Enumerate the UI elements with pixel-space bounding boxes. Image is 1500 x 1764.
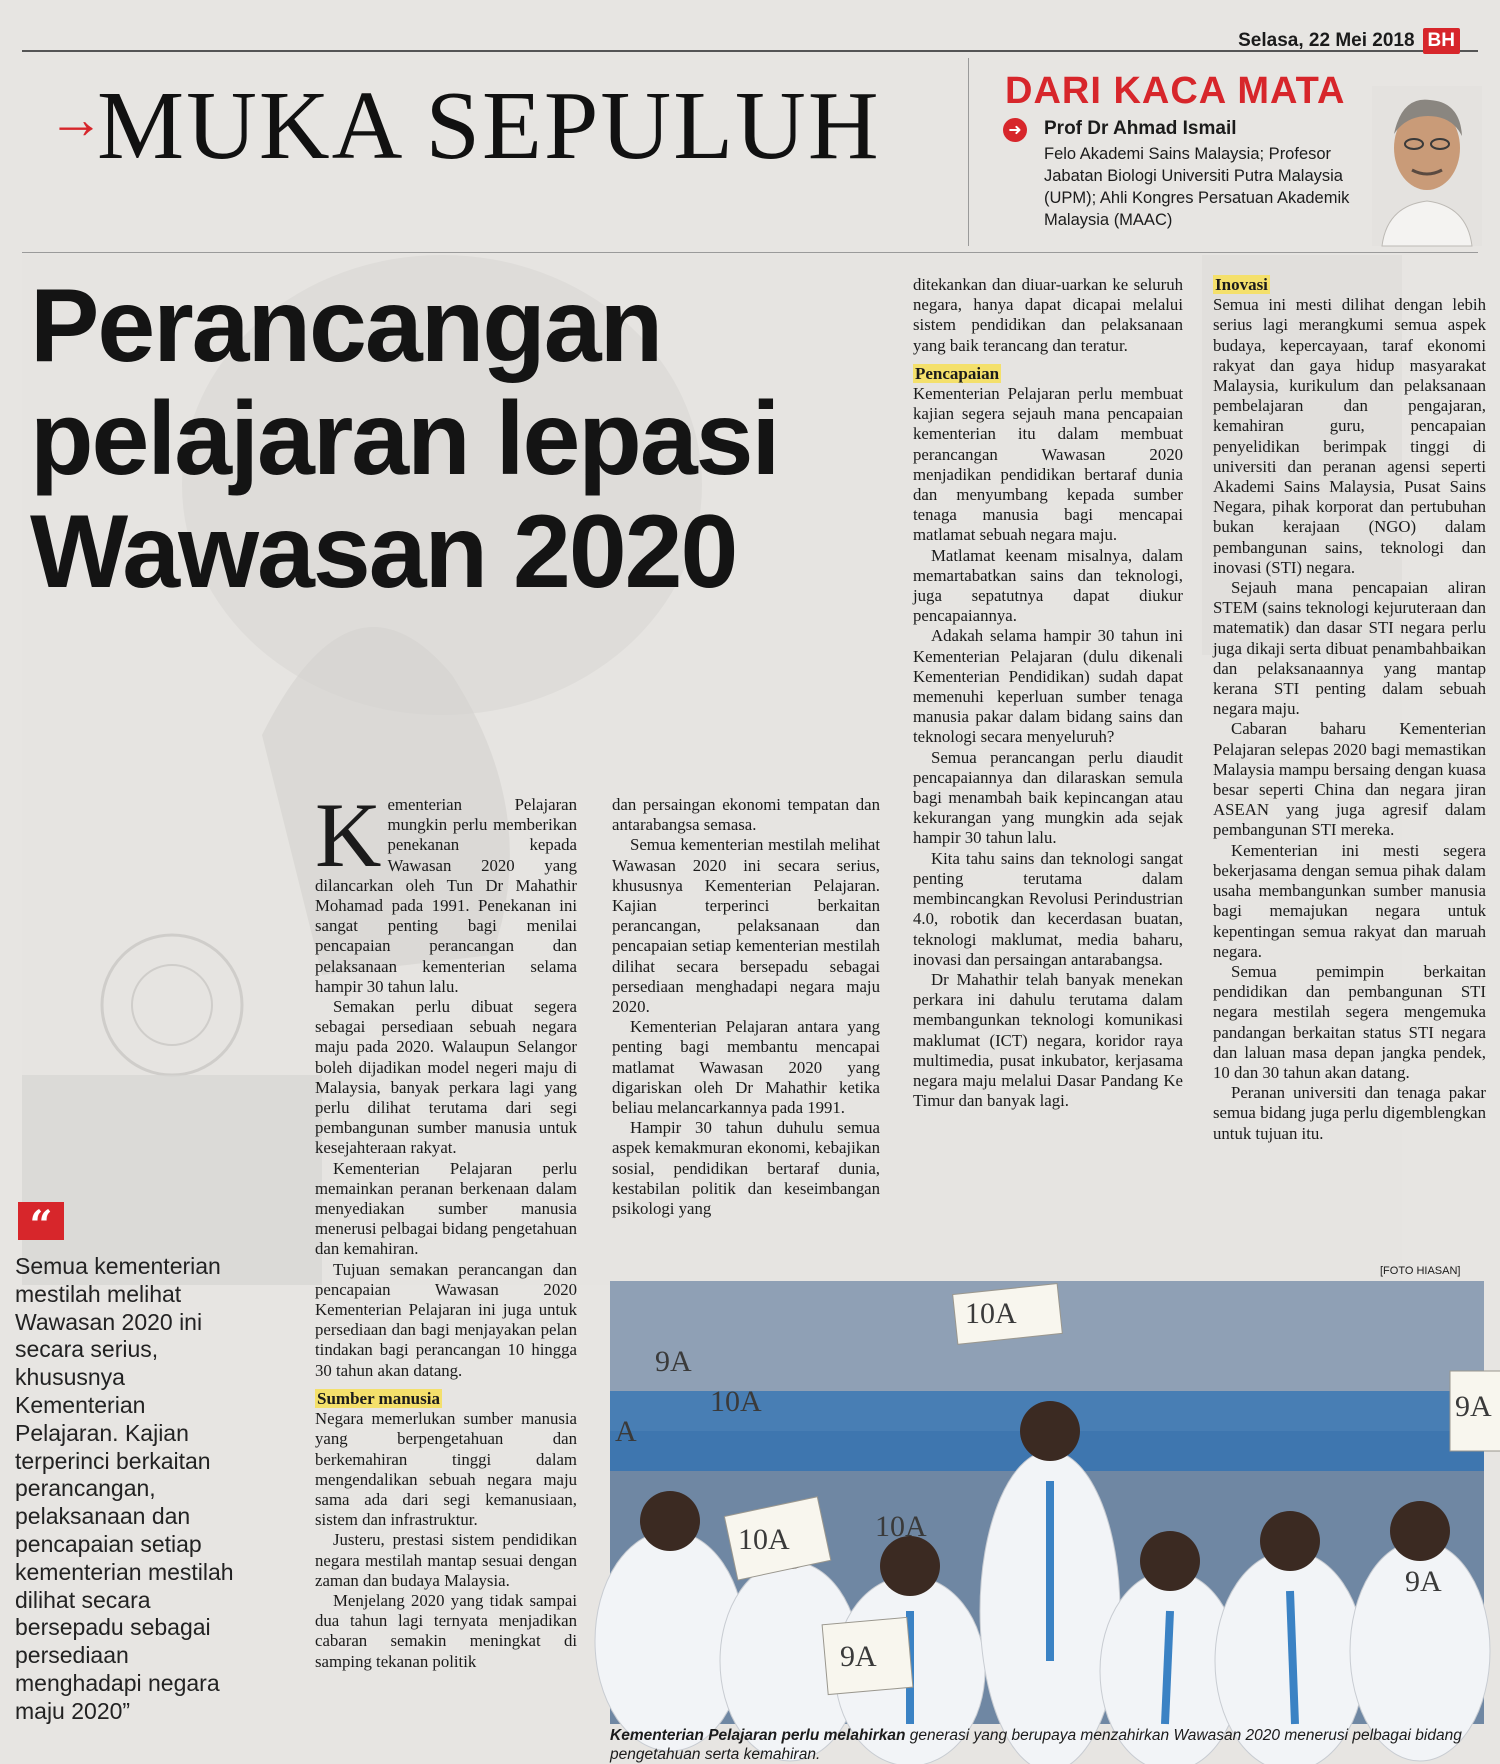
paragraph: Semua pemimpin berkaitan pendidikan dan pembangunan STI negara mestilah segera mengemuka pandangan berkaitan status STI negara dan laluan masa depan jangka pendek, 10 dan 30 tahun akan datang.	[1213, 961, 1486, 1082]
header-separator	[968, 58, 969, 246]
photo-sign: 9A	[1405, 1565, 1442, 1598]
article-column-1	[315, 784, 577, 1672]
paragraph: Kementerian ini mesti segera bekerjasama dengan semua pihak dalam usaha membangunkan sumber manusia bagi memajukan negara untuk kepentingan semua rakyat dan maruah negara.	[1213, 840, 1486, 961]
author-portrait	[1372, 86, 1482, 246]
photo-sign: 10A	[738, 1523, 790, 1556]
article-column-4	[1213, 275, 1486, 1144]
subheading-text: Inovasi	[1215, 275, 1268, 294]
photo-sign: A	[615, 1415, 637, 1448]
header-rule	[22, 252, 1478, 253]
section-title: MUKA SEPULUH	[97, 72, 881, 180]
paragraph: Adakah selama hampir 30 tahun ini Kementerian Pelajaran (dulu dikenali Kementerian Pendidikan) sudah dapat memenuhi keperluan sumber tenaga manusia pakar dalam bidang sains dan teknologi secara menyeluruh?	[913, 626, 1183, 747]
drop-cap: K	[315, 784, 382, 886]
dateline	[1238, 28, 1460, 54]
caption-bold: Kementerian Pelajaran perlu melahirkan	[610, 1727, 906, 1744]
author-name: Prof Dr Ahmad Ismail	[1044, 118, 1237, 139]
bh-logo: BH	[1423, 28, 1460, 54]
photo-caption	[610, 1726, 1490, 1764]
pull-quote: Semua kementerian mestilah melihat Wawasan 2020 ini secara serius, khususnya Kementerian Pelajaran. Kajian terperinci berkaitan perancangan, pelaksanaan dan pencapaian setiap kementerian mestilah dilihat secara bersepadu sebagai persediaan menghadapi negara maju 2020”	[15, 1253, 234, 1724]
subheading	[913, 364, 1183, 384]
author-description: Felo Akademi Sains Malaysia; Profesor Jabatan Biologi Universiti Putra Malaysia (UPM); Ahli Kongres Persatuan Akademik Malaysia (MAAC)	[1044, 145, 1350, 229]
paragraph: Kementerian Pelajaran antara yang penting bagi membantu mencapai matlamat Wawasan 2020 yang digariskan oleh Dr Mahathir ketika beliau melancarkannya pada 1991.	[612, 1017, 880, 1118]
paragraph: Semakan perlu dibuat segera sebagai persediaan sebuah negara maju pada 2020. Walaupun Selangor boleh dijadikan model negeri maju di Malaysia, banyak perkara lagi yang perlu dilihat terutama dari segi pembangunan sumber manusia untuk kesejahteraan rakyat.	[315, 997, 577, 1158]
paragraph	[315, 784, 577, 997]
headline-line-1: Perancangan	[30, 268, 662, 384]
paragraph: Dr Mahathir telah banyak menekan perkara ini dahulu terutama dalam membangunkan teknologi komunikasi maklumat (ICT) negara, koridor raya multimedia, pusat inkubator, kerjasama negara maju melalui Dasar Pandang Ke Timur dan banyak lagi.	[913, 969, 1183, 1111]
photo-sign: 10A	[875, 1510, 927, 1543]
subheading	[1213, 275, 1486, 295]
photo-sign: 9A	[1455, 1390, 1492, 1423]
subheading-text: Pencapaian	[915, 363, 1000, 383]
paragraph: Hampir 30 tahun duhulu semua aspek kemakmuran ekonomi, kebajikan sosial, pendidikan bertaraf dunia, kestabilan politik dan keseimbangan psikologi yang	[612, 1118, 880, 1219]
paragraph: Peranan universiti dan tenaga pakar semua bidang juga perlu digemblengkan untuk tujuan itu.	[1213, 1083, 1486, 1143]
paragraph: Tujuan semakan perancangan dan pencapaian Wawasan 2020 Kementerian Pelajaran ini juga untuk persediaan dan bagi menjayakan pelan tindakan bagi perancangan 10 hingga 30 tahun akan datang.	[315, 1259, 577, 1380]
photo-sign: 9A	[655, 1345, 692, 1378]
paragraph: Sejauh mana pencapaian aliran STEM (sains teknologi kejuruteraan dan matematik) dan dasar STI negara perlu juga dikaji serta dibuat penambahbaikan dan pelaksanaannya yang mantap kerana STI penting dalam sebuah negara maju.	[1213, 578, 1486, 719]
arrow-icon: →	[48, 89, 104, 151]
quote-icon: “	[18, 1202, 64, 1240]
article-column-2	[612, 795, 880, 1219]
paragraph-text: ementerian Pelajaran mungkin perlu memberikan penekanan kepada Wawasan 2020 yang dilancarkan oleh Tun Dr Mahathir Mohamad pada 1991. Penekanan ini sangat penting bagi menilai pencapaian perancangan dan pelaksanaan kementerian selama hampir 30 tahun lalu.	[315, 795, 577, 996]
photo-sign: 10A	[710, 1385, 762, 1418]
paragraph: ditekankan dan diuar-uarkan ke seluruh negara, hanya dapat dicapai melalui sistem pendidikan dan pelaksanaan yang baik terancang dan teratur.	[913, 275, 1183, 355]
headline-line-3: Wawasan 2020	[30, 494, 737, 610]
paragraph: Kita tahu sains dan teknologi sangat penting terutama dalam membincangkan Revolusi Perindustrian 4.0, robotik dan kecerdasan buatan, teknologi maklumat, media baharu, inovasi dan persaingan antarabangsa.	[913, 848, 1183, 969]
headline	[30, 270, 930, 609]
paragraph: Kementerian Pelajaran perlu memainkan peranan berkenaan dalam menyediakan sumber manusia menerusi pelbagai bidang pengetahuan dan kemahiran.	[315, 1158, 577, 1259]
paragraph: Justeru, prestasi sistem pendidikan negara mestilah mantap sesuai dengan zaman dan budaya Malaysia.	[315, 1530, 577, 1590]
paragraph: Semua kementerian mestilah melihat Wawasan 2020 ini secara serius, khususnya Kementerian Pelajaran. Kajian terperinci berkaitan perancangan, pelaksanaan dan pencapaian setiap kementerian mestilah dilihat secara bersepadu sebagai persediaan menghadapi negara maju 2020.	[612, 835, 880, 1017]
column-title: DARI KACA MATA	[1005, 70, 1346, 112]
photo-sign: 10A	[965, 1297, 1017, 1330]
paragraph: Negara memerlukan sumber manusia yang berpengetahuan dan berkemahiran tinggi dalam mengendalikan sebuah negara maju sama ada dari segi kemanusiaan, sistem dan infrastruktur.	[315, 1409, 577, 1530]
article-column-3	[913, 275, 1183, 1111]
paragraph: dan persaingan ekonomi tempatan dan antarabangsa semasa.	[612, 795, 880, 835]
headline-line-2: pelajaran lepasi	[30, 381, 779, 497]
paragraph: Semua perancangan perlu diaudit pencapaiannya dan dilaraskan semula bagi menambah baik kepincangan atau kekurangan yang mungkin ada sejak hampir 30 tahun lalu.	[913, 747, 1183, 848]
issue-date: Selasa, 22 Mei 2018	[1238, 30, 1415, 51]
photo-credit: [FOTO HIASAN]	[1380, 1265, 1461, 1277]
paragraph: Kementerian Pelajaran perlu membuat kajian segera sejauh mana pencapaian kementerian itu dalam membuat perancangan Wawasan 2020 menjadikan pendidikan bertaraf dunia dan menyumbang kepada sumber tenaga manusia bagi mencapai matlamat sebuah negara maju.	[913, 384, 1183, 545]
paragraph: Matlamat keenam misalnya, dalam memartabatkan sains dan teknologi, juga sepatutnya dapat diukur pencapaiannya.	[913, 545, 1183, 626]
paragraph: Cabaran baharu Kementerian Pelajaran selepas 2020 bagi memastikan Malaysia mampu bersaing dengan kuasa besar seperti China dan negara jiran ASEAN yang juga agresif dalam pembangunan STI mereka.	[1213, 719, 1486, 840]
news-photo	[610, 1281, 1492, 1724]
photo-sign: 9A	[840, 1640, 877, 1673]
paragraph: Menjelang 2020 yang tidak sampai dua tahun lagi ternyata menjadikan cabaran semakin meningkat di samping tekanan politik	[315, 1590, 577, 1671]
subheading-text: Sumber manusia	[317, 1388, 440, 1408]
arrow-circle-icon: ➜	[1003, 118, 1027, 142]
paragraph: Semua ini mesti dilihat dengan lebih serius lagi merangkumi semua aspek budaya, kepercayaan, taraf ekonomi rakyat dan gaya hidup masyarakat Malaysia, kurikulum dan pelaksanaan pembelajaran dan pengajaran, kemahiran guru, pencapaian penyelidikan berimpak tinggi di universiti dan peranan agensi seperti Akademi Sains Malaysia, Pusat Sains Negara, pihak korporat dan pertubuhan bukan kerajaan (NGO) dalam pembangunan sains, teknologi dan inovasi (STI) negara.	[1213, 295, 1486, 577]
caption-rest: generasi yang berupaya menzahirkan Wawasan 2020 menerusi pelbagai bidang pengetahuan serta kemahiran.	[610, 1727, 1462, 1763]
subheading	[315, 1389, 577, 1409]
